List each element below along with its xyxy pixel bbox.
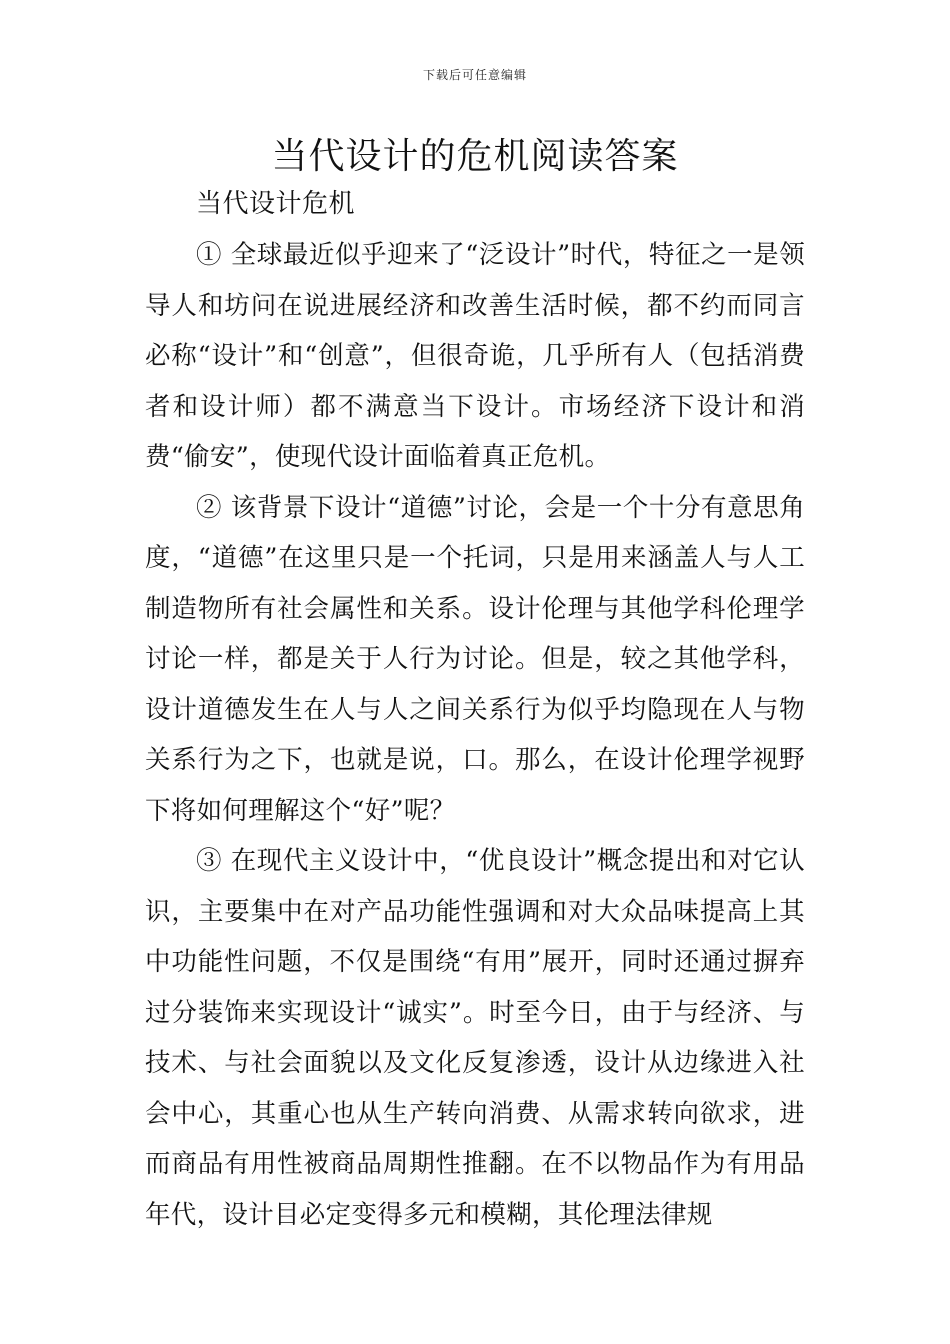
document-subtitle: 当代设计危机 <box>196 189 356 219</box>
header-note: 下载后可任意编辑 <box>422 68 527 82</box>
paragraph-1: ① 全球最近似乎迎来了“泛设计”时代，特征之一是领导人和坊问在说进展经济和改善生活时候，都不约而同言必称“设计”和“创意”，但很奇诡，几乎所有人（包括消费者和设计师）都不满意当下设计。市场经济下设计和消费“偷安”，使现代设计面临着真正危机。 <box>145 240 805 472</box>
paragraph-2: ② 该背景下设计“道德”讨论，会是一个十分有意思角度，“道德”在这里只是一个托词，只是用来涵盖人与人工制造物所有社会属性和关系。设计伦理与其他学科伦理学讨论一样，都是关于人行为讨论。但是，较之其他学科，设计道德发生在人与人之间关系行为似乎均隐现在人与物关系行为之下，也就是说，口。那么，在设计伦理学视野下将如何理解这个“好”呢？ <box>145 492 805 826</box>
document-title: 当代设计的危机阅读答案 <box>271 136 679 177</box>
paragraph-3: ③ 在现代主义设计中，“优良设计”概念提出和对它认识，主要集中在对产品功能性强调和对大众品味提高上其中功能性问题，不仅是围绕“有用”展开，同时还通过摒弃过分装饰来实现设计“诚实”。时至今日，由于与经济、与技术、与社会面貌以及文化反复渗透，设计从边缘进入社会中心，其重心也从生产转向消费、从需求转向欲求，进而商品有用性被商品周期性推翻。在不以物品作为有用品年代，设计目必定变得多元和模糊，其伦理法律规 <box>145 846 805 1230</box>
document-body <box>145 230 805 1240</box>
